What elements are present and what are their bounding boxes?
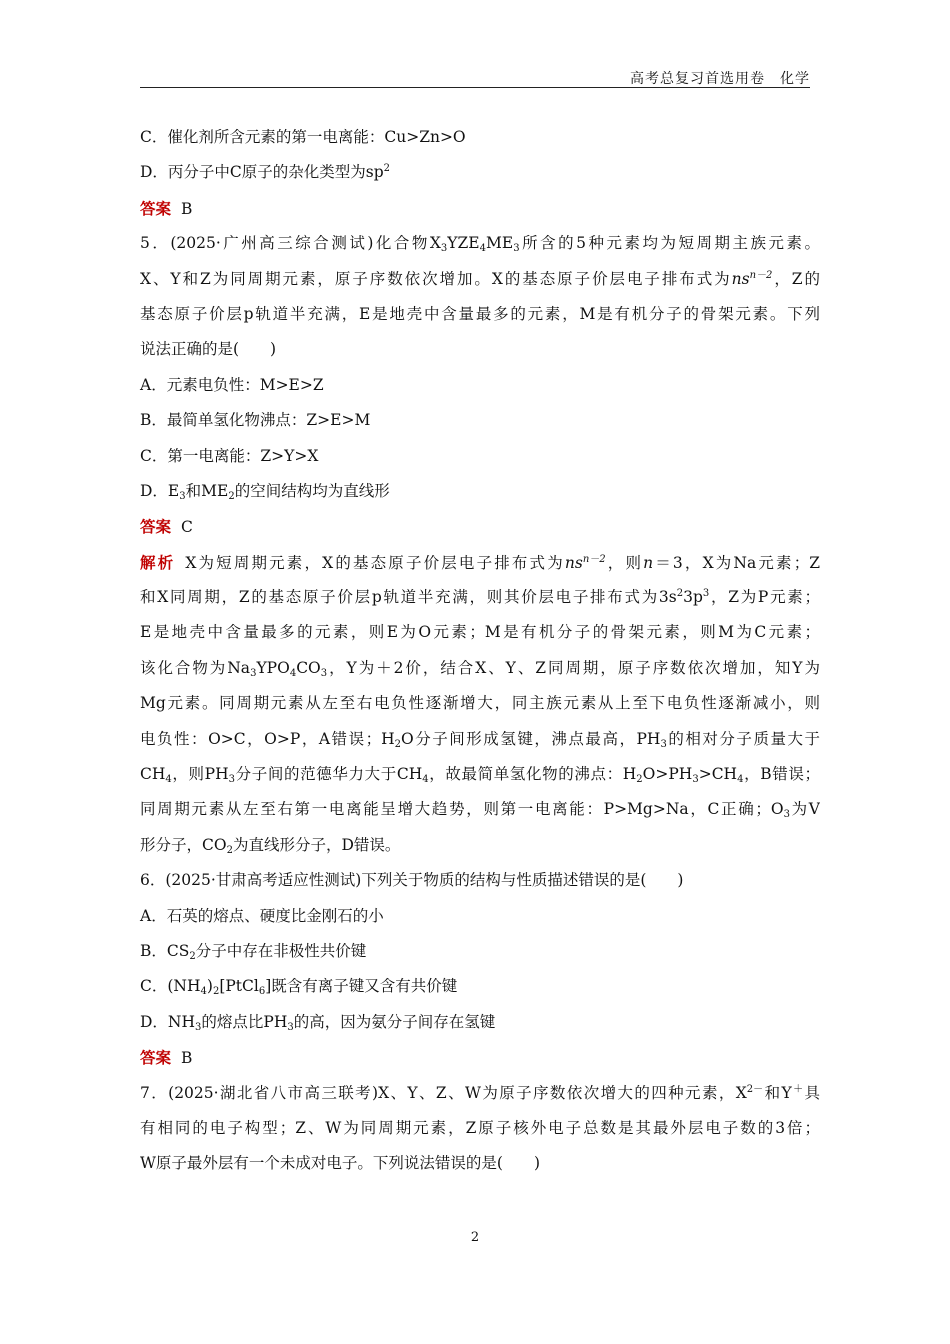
answer-label: 答案 (140, 198, 172, 218)
q5-analysis-line-5: Mg元素。同周期元素从左至右电负性逐渐增大，同主族元素从上至下电负性逐渐减小，则 (140, 694, 820, 713)
q6-answer-value: B (181, 1049, 193, 1068)
q6-option-c: C．$(NH_4)_2[PtCl_6]$既含有离子键又含有共价键 (140, 977, 458, 998)
page-content (140, 120, 820, 1182)
q6-stem: 6．(2025·甘肃高考适应性测试)下列关于物质的结构与性质描述错误的是( ) (140, 871, 684, 890)
q5-answer (140, 509, 820, 544)
header-rule (140, 87, 810, 88)
q6-option-d: D．$NH_3$的熔点比$PH_3$的高，因为氨分子间存在氢键 (140, 1012, 496, 1033)
q5-answer-value: C (181, 518, 193, 537)
header-title: 高考总复习首选用卷 化学 (630, 71, 810, 87)
q5-stem-line-1: 5．(2025·广州高三综合测试)化合物$X_3YZE_4ME_3$所含的5种元素均为短周期主族元素。 (140, 234, 820, 255)
q7-stem-line-1: 7．(2025·湖北省八市高三联考)X、Y、Z、W为原子序数依次增大的四种元素，$X^{2-}$和Y＋具 (140, 1083, 820, 1102)
q4-answer (140, 191, 820, 226)
q5-analysis-line-3: E是地壳中含量最多的元素，则E为O元素；M是有机分子的骨架元素，则M为C元素； (140, 623, 820, 642)
q5-stem-line-4: 说法正确的是( ) (140, 340, 277, 359)
q5-analysis-line-1: 解析 X为短周期元素，X的基态原子价层电子排布式为$ns^{n-2}$，则n＝3，X为Na元素；Z (140, 552, 820, 572)
q5-option-c: C．第一电离能：Z>Y>X (140, 446, 319, 465)
q5-analysis-line-6: 电负性：O>C，O>P，A错误；$H_2O$分子间形成氢键，沸点最高，$PH_3$的相对分子质量大于 (140, 729, 820, 750)
q6-option-b: B．$CS_2$分子中存在非极性共价键 (140, 941, 367, 962)
q5-stem-line-3: 基态原子价层p轨道半充满，E是地壳中含量最多的元素，M是有机分子的骨架元素。下列 (140, 304, 820, 323)
q4-option-d: D．丙分子中C原子的杂化类型为$sp^2$ (140, 163, 391, 182)
q5-option-a: A．元素电负性：M>E>Z (140, 375, 324, 394)
answer-label: 答案 (140, 1048, 172, 1068)
q5-option-d: D．$E_3$和$ME_2$的空间结构均为直线形 (140, 481, 390, 502)
answer-label: 答案 (140, 517, 172, 537)
q5-analysis-line-2: 和X同周期，Z的基态原子价层p轨道半充满，则其价层电子排布式为$3s^23p^3$，Z为P元素； (140, 588, 820, 607)
q5-analysis-line-8: 同周期元素从左至右第一电离能呈增大趋势，则第一电离能：P>Mg>Na，C正确；$O_3$为V (140, 800, 820, 821)
q7-stem-line-3: W原子最外层有一个未成对电子。下列说法错误的是( ) (140, 1154, 541, 1173)
q7-stem-line-2: 有相同的电子构型；Z、W为同周期元素，Z原子核外电子总数是其最外层电子数的3倍； (140, 1118, 820, 1137)
q5-analysis-line-9: 形分子，$CO_2$为直线形分子，D错误。 (140, 835, 401, 856)
q6-option-a: A．石英的熔点、硬度比金刚石的小 (140, 906, 384, 925)
q6-answer (140, 1040, 820, 1075)
q4-answer-value: B (181, 199, 193, 218)
page-number: 2 (470, 1230, 480, 1245)
q5-analysis-line-7: $CH_4$，则$PH_3$分子间的范德华力大于$CH_4$，故最简单氢化物的沸点：$H_2O>PH_3>CH_4$，B错误； (140, 765, 820, 786)
q5-stem-line-2: X、Y和Z为同周期元素，原子序数依次增加。X的基态原子价层电子排布式为$ns^{n-2}$，Z的 (140, 269, 820, 288)
analysis-label: 解析 (140, 552, 176, 572)
q5-option-b: B．最简单氢化物沸点：Z>E>M (140, 411, 371, 430)
q4-option-c: C．催化剂所含元素的第一电离能：Cu>Zn>O (140, 128, 466, 146)
q5-analysis-line-4: 该化合物为$Na_3YPO_4CO_3$，Y为＋2价，结合X、Y、Z同周期，原子序数依次增加，知Y为 (140, 658, 820, 679)
